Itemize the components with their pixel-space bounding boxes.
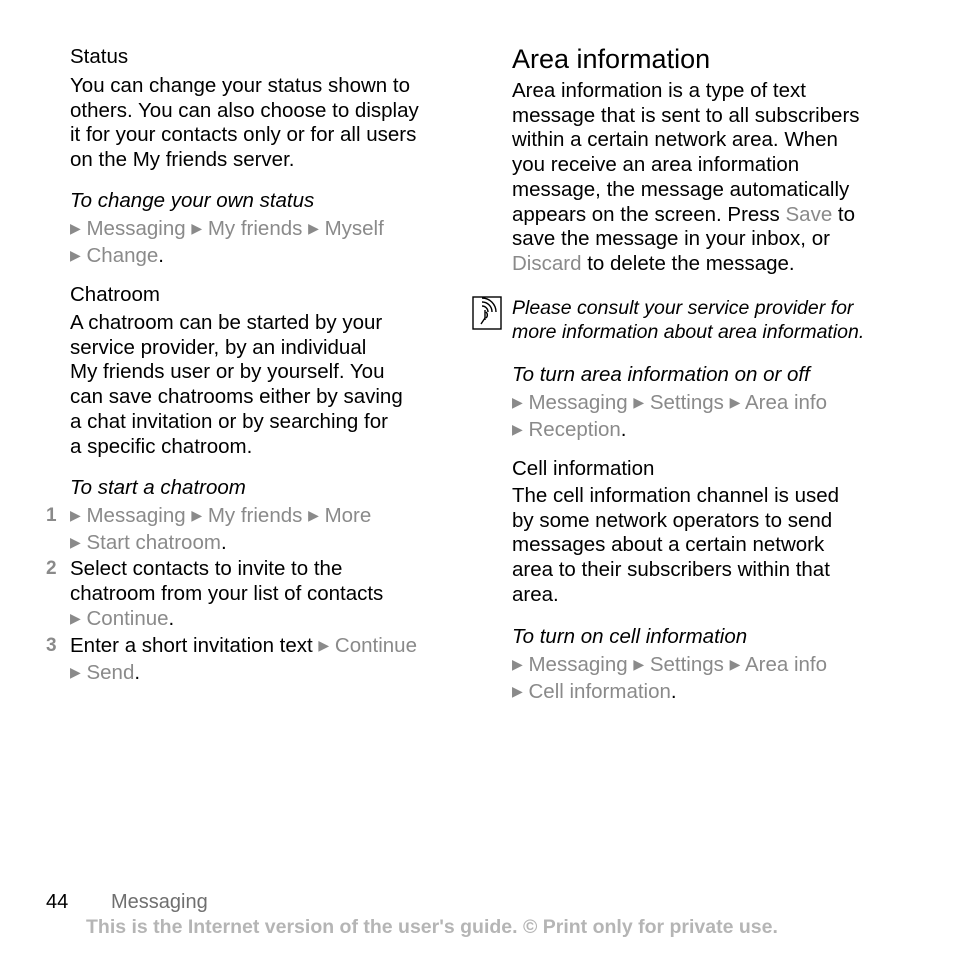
change-status-path: ▶ Messaging ▶ My friends ▶ Myself ▶ Change. (70, 217, 384, 267)
chatroom-heading: Chatroom (70, 283, 161, 306)
arrow-right-icon: ▶ (512, 421, 523, 437)
chatroom-body: A chatroom can be started by your service provider, by an individual My friends user or by yourself. You can save chatrooms either by saving a chat invitation or by searching for a specific chatroom. (70, 311, 403, 458)
step-1: 1 ▶ Messaging ▶ My friends ▶ More ▶ Start chatroom. (46, 504, 372, 554)
note: Please consult your service provider for more information about area information. (512, 296, 864, 344)
page-number: 44 (46, 891, 69, 913)
turn-area-heading: To turn area information on or off (512, 363, 810, 386)
arrow-right-icon: ▶ (70, 534, 81, 550)
save-softkey-label: Save (785, 202, 833, 226)
arrow-right-icon: ▶ (70, 610, 81, 626)
signal-note-icon (472, 296, 502, 330)
arrow-right-icon: ▶ (512, 683, 523, 699)
arrow-right-icon: ▶ (70, 664, 81, 680)
arrow-right-icon: ▶ (308, 507, 319, 523)
step-2: 2 Select contacts to invite to the chatroom from your list of contacts ▶ Continue. (46, 557, 384, 630)
arrow-right-icon: ▶ (729, 394, 741, 410)
arrow-right-icon: ▶ (191, 220, 203, 236)
arrow-right-icon: ▶ (729, 656, 741, 672)
change-status-heading: To change your own status (70, 189, 315, 212)
start-chatroom-heading: To start a chatroom (70, 476, 246, 499)
step-3: 3 Enter a short invitation text ▶ Continue ▶ Send. (46, 634, 417, 684)
turn-area-path: ▶ Messaging ▶ Settings ▶ Area info ▶ Reception. (512, 391, 828, 441)
arrow-right-icon: ▶ (633, 656, 645, 672)
turn-cell-path: ▶ Messaging ▶ Settings ▶ Area info ▶ Cell information. (512, 653, 828, 703)
arrow-right-icon: ▶ (70, 247, 81, 263)
cell-information-heading: Cell information (512, 457, 655, 480)
arrow-right-icon: ▶ (512, 656, 523, 672)
arrow-right-icon: ▶ (70, 220, 81, 236)
cell-information-body: The cell information channel is used by some network operators to send messages about a certain network area to their subscribers within that area. (512, 484, 840, 606)
discard-softkey-label: Discard (512, 251, 582, 275)
section-name: Messaging (111, 891, 208, 913)
arrow-right-icon: ▶ (191, 507, 203, 523)
arrow-right-icon: ▶ (70, 507, 81, 523)
arrow-right-icon: ▶ (318, 637, 330, 653)
status-heading: Status (70, 45, 129, 68)
turn-cell-heading: To turn on cell information (512, 625, 748, 648)
arrow-right-icon: ▶ (633, 394, 645, 410)
area-information-body: Area information is a type of text message that is sent to all subscribers within a certain network area. When you receive an area information message, the message automatically appears on the screen. Press Save to save the message in your inbox, or Discard to delete the message. (512, 79, 860, 275)
arrow-right-icon: ▶ (512, 394, 523, 410)
area-information-title: Area information (512, 44, 711, 74)
status-body: You can change your status shown to others. You can also choose to display it for your contacts only or for all users on the My friends server. (70, 74, 419, 172)
arrow-right-icon: ▶ (308, 220, 319, 236)
internet-version-notice: This is the Internet version of the user's guide. © Print only for private use. (86, 916, 778, 938)
